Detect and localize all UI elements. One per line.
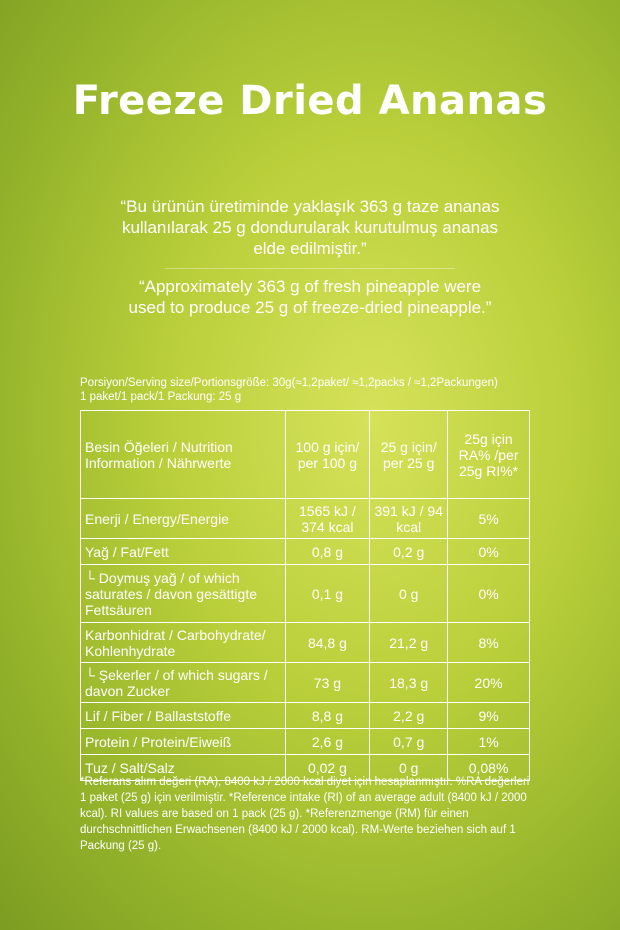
value-per-100g: 0,1 g [285,565,370,623]
nutrient-name: Enerji / Energy/Energie [81,499,286,539]
table-row [81,703,530,729]
table-header-row [81,411,530,499]
pack-size-line: 1 paket/1 pack/1 Packung: 25 g [80,391,242,403]
value-per-25g: 0,7 g [370,729,448,755]
value-per-100g: 2,6 g [285,729,370,755]
value-per-25g: 391 kJ / 94 kcal [370,499,448,539]
table-row [81,565,530,623]
quote-turkish: “Bu ürünün üretiminde yaklaşık 363 g taze ananas kullanılarak 25 g dondurularak kurutulmuş ananas elde edilmiştir.” [120,197,500,258]
nutrient-name: Yağ / Fat/Fett [81,539,286,565]
nutrient-name: Protein / Protein/Eiweiß [81,729,286,755]
value-per-25g: 21,2 g [370,623,448,663]
value-ri: 1% [448,729,530,755]
value-ri: 8% [448,623,530,663]
header-per-25g: 25 g için/ per 25 g [370,411,448,499]
nutrient-name: Lif / Fiber / Ballaststoffe [81,703,286,729]
serving-size-line: Porsiyon/Serving size/Portionsgröße: 30g(≈1,2paket/ ≈1,2packs / ≈1,2Packungen) [80,377,498,389]
footnote: *Referans alım değeri (RA), 8400 kJ / 2000 kcal diyet için hesaplanmıştır. %RA değerleri 1 paket (25 g) için verilmiştir. *Reference intake (RI) of an average adult (8400 kJ / 2000 kcal). RI values are based on 1 pack (25 g). *Referenzmenge (RM) für einen durchschnittlichen Erwachsenen (8400 kJ / 2000 kcal). RM-Werte beziehen sich auf 1 Packung (25 g). [80,776,530,852]
value-ri: 0% [448,565,530,623]
header-per-100g: 100 g için/ per 100 g [285,411,370,499]
nutrient-name: Tuz / Salt/Salz [81,755,286,781]
quote-divider [165,268,455,269]
value-per-25g: 0,2 g [370,539,448,565]
value-per-25g: 18,3 g [370,663,448,703]
value-ri: 0,08% [448,755,530,781]
value-per-25g: 2,2 g [370,703,448,729]
value-ri: 20% [448,663,530,703]
header-ri: 25g için RA% /per 25g RI%* [448,411,530,499]
table-row [81,663,530,703]
value-per-100g: 0,02 g [285,755,370,781]
table-row [81,539,530,565]
value-per-25g: 0 g [370,755,448,781]
value-ri: 9% [448,703,530,729]
serving-info [80,376,550,404]
value-per-100g: 1565 kJ / 374 kcal [285,499,370,539]
page-title: Freeze Dried Ananas [72,78,548,124]
value-ri: 0% [448,539,530,565]
value-per-100g: 84,8 g [285,623,370,663]
table-row [81,729,530,755]
value-ri: 5% [448,499,530,539]
nutrient-name: └ Şekerler / of which sugars / davon Zucker [81,663,286,703]
nutrient-name: └ Doymuş yağ / of which saturates / davon gesättigte Fettsäuren [81,565,286,623]
nutrition-table [80,410,530,781]
value-per-100g: 8,8 g [285,703,370,729]
value-per-100g: 73 g [285,663,370,703]
header-nutrient: Besin Öğeleri / Nutrition Information / Nährwerte [81,411,286,499]
table-row [81,623,530,663]
quote-english: “Approximately 363 g of fresh pineapple were used to produce 25 g of freeze-dried pineapple.” [128,277,492,317]
nutrient-name: Karbonhidrat / Carbohydrate/ Kohlenhydrate [81,623,286,663]
value-per-25g: 0 g [370,565,448,623]
table-row [81,499,530,539]
value-per-100g: 0,8 g [285,539,370,565]
